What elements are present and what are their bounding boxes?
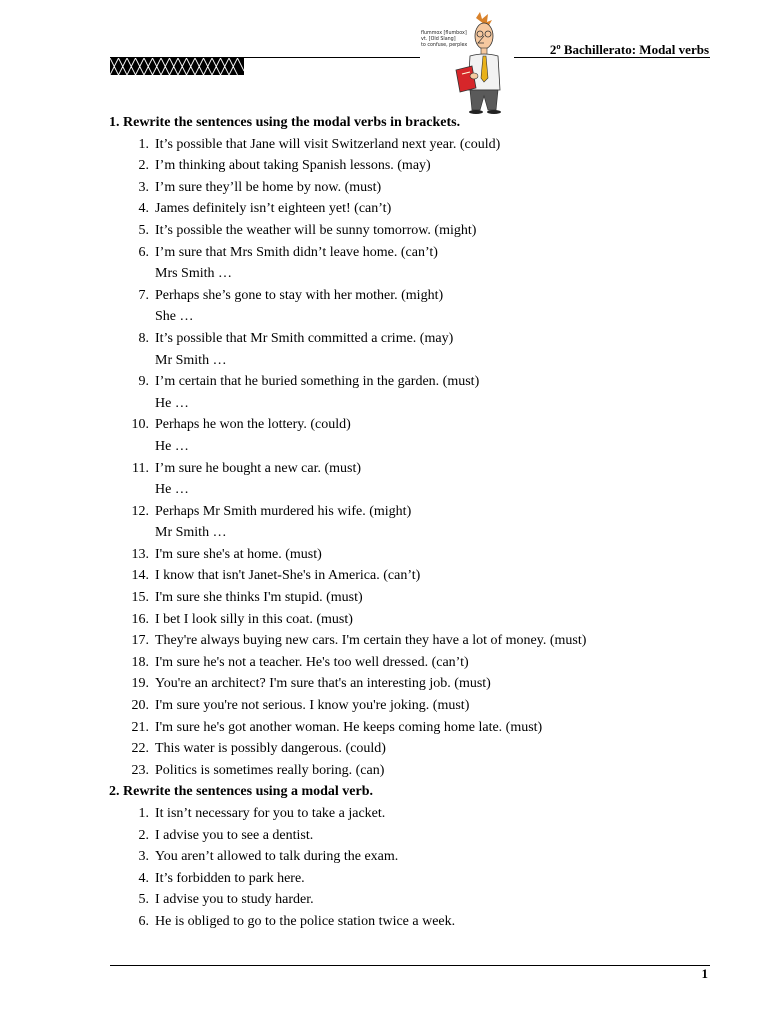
item-number: 10.	[131, 417, 149, 433]
item-number: 11.	[132, 460, 149, 476]
exercise-item	[109, 587, 729, 609]
exercise-section-2	[109, 781, 729, 932]
exercise-item	[109, 738, 729, 760]
item-sentence: Perhaps he won the lottery. (could)	[155, 417, 351, 433]
exercise-item	[109, 889, 729, 911]
exercise-item	[109, 414, 729, 457]
exercise-item	[109, 630, 729, 652]
item-sentence: Politics is sometimes really boring. (can)	[155, 762, 385, 778]
exercise-item	[109, 825, 729, 847]
exercise-item	[109, 652, 729, 674]
exercise-content	[109, 112, 729, 933]
item-number: 2.	[138, 827, 149, 843]
exercise-item	[109, 501, 729, 544]
item-number: 3.	[138, 179, 149, 195]
item-sentence: I'm sure he's got another woman. He keeps coming home late. (must)	[155, 719, 543, 735]
mascot-caption-line: flummox [flumbox]	[421, 31, 467, 36]
item-sentence: It’s possible that Jane will visit Switzerland next year. (could)	[155, 136, 501, 152]
exercise-item	[109, 155, 729, 177]
decorative-pattern-bar	[110, 58, 244, 75]
item-number: 13.	[131, 546, 149, 562]
item-number: 8.	[138, 330, 149, 346]
footer-rule	[110, 965, 710, 966]
section-title: 1. Rewrite the sentences using the modal verbs in brackets.	[109, 115, 461, 130]
exercise-item	[109, 242, 729, 285]
exercise-item	[109, 177, 729, 199]
item-sentence: You aren’t allowed to talk during the exam.	[155, 849, 399, 865]
item-answer-prompt: He …	[155, 395, 189, 411]
exercise-item	[109, 846, 729, 868]
item-number: 5.	[138, 892, 149, 908]
item-answer-prompt: Mr Smith …	[155, 352, 227, 368]
item-number: 15.	[131, 590, 149, 606]
item-number: 20.	[131, 698, 149, 714]
exercise-item	[109, 803, 729, 825]
item-sentence: I'm sure he's not a teacher. He's too well dressed. (can’t)	[155, 654, 469, 670]
item-number: 16.	[131, 611, 149, 627]
item-number: 17.	[131, 633, 149, 649]
exercise-item	[109, 760, 729, 782]
exercise-item	[109, 717, 729, 739]
item-sentence: I know that isn't Janet-She's in America. (can’t)	[155, 568, 421, 584]
item-sentence: I bet I look silly in this coat. (must)	[155, 611, 353, 627]
exercise-item	[109, 609, 729, 631]
exercise-list	[109, 803, 729, 933]
item-sentence: I’m sure he bought a new car. (must)	[155, 460, 362, 476]
item-number: 23.	[131, 762, 149, 778]
exercise-item	[109, 220, 729, 242]
item-number: 6.	[138, 913, 149, 929]
section-title: 2. Rewrite the sentences using a modal verb.	[109, 784, 374, 800]
item-number: 19.	[131, 676, 149, 692]
item-number: 1.	[138, 136, 149, 152]
item-number: 14.	[131, 568, 149, 584]
item-number: 5.	[138, 222, 149, 238]
item-sentence: It’s forbidden to park here.	[155, 870, 305, 886]
item-answer-prompt: He …	[155, 482, 189, 498]
exercise-item	[109, 134, 729, 156]
exercise-item	[109, 911, 729, 933]
item-sentence: This water is possibly dangerous. (could)	[155, 741, 386, 757]
item-answer-prompt: Mrs Smith …	[155, 266, 233, 282]
mascot-caption	[421, 31, 467, 49]
item-sentence: They're always buying new cars. I'm certain they have a lot of money. (must)	[155, 633, 587, 649]
exercise-item	[109, 695, 729, 717]
exercise-item	[109, 328, 729, 371]
item-number: 1.	[138, 806, 149, 821]
item-number: 3.	[138, 849, 149, 865]
item-sentence: It’s possible the weather will be sunny tomorrow. (might)	[155, 222, 477, 238]
exercise-item	[109, 673, 729, 695]
item-sentence: I advise you to study harder.	[155, 892, 314, 908]
exercise-item	[109, 458, 729, 501]
item-sentence: I'm sure you're not serious. I know you're joking. (must)	[155, 698, 470, 714]
mascot-caption-line: to confuse, perplex	[421, 43, 468, 48]
item-sentence: I’m sure they’ll be home by now. (must)	[155, 179, 382, 195]
item-sentence: You're an architect? I'm sure that's an interesting job. (must)	[155, 676, 491, 692]
item-number: 7.	[138, 287, 149, 303]
exercise-item	[109, 198, 729, 220]
item-sentence: I'm sure she's at home. (must)	[155, 546, 322, 562]
item-number: 21.	[131, 719, 149, 735]
item-number: 12.	[131, 503, 149, 519]
item-sentence: I'm sure she thinks I'm stupid. (must)	[155, 590, 363, 606]
page-number: 1	[701, 966, 708, 981]
item-number: 9.	[138, 374, 149, 390]
item-number: 6.	[138, 244, 149, 260]
item-number: 2.	[138, 158, 149, 174]
item-sentence: Perhaps Mr Smith murdered his wife. (might)	[155, 503, 412, 519]
exercise-item	[109, 371, 729, 414]
item-sentence: He is obliged to go to the police station twice a week.	[155, 913, 456, 929]
mascot-caption-line: vt. [Old Slang]	[421, 37, 456, 42]
page-header-title: 2º Bachillerato: Modal verbs	[549, 42, 709, 57]
item-number: 4.	[138, 201, 149, 217]
item-sentence: I’m thinking about taking Spanish lessons. (may)	[155, 158, 431, 174]
item-sentence: I’m certain that he buried something in the garden. (must)	[155, 374, 480, 390]
item-number: 22.	[131, 741, 149, 757]
exercise-item	[109, 285, 729, 328]
exercise-item	[109, 868, 729, 890]
exercise-item	[109, 544, 729, 566]
item-sentence: It’s possible that Mr Smith committed a crime. (may)	[155, 330, 454, 346]
item-sentence: It isn’t necessary for you to take a jacket.	[155, 806, 386, 821]
item-answer-prompt: He …	[155, 438, 189, 454]
item-number: 4.	[138, 870, 149, 886]
item-sentence: James definitely isn’t eighteen yet! (can’t)	[155, 201, 392, 217]
item-number: 18.	[131, 654, 149, 670]
item-answer-prompt: Mr Smith …	[155, 525, 227, 541]
item-sentence: Perhaps she’s gone to stay with her mother. (might)	[155, 287, 444, 303]
item-sentence: I’m sure that Mrs Smith didn’t leave home. (can’t)	[155, 244, 438, 260]
item-answer-prompt: She …	[155, 309, 194, 325]
item-sentence: I advise you to see a dentist.	[155, 827, 314, 843]
exercise-section-1	[109, 112, 729, 781]
reading-man-illustration	[418, 12, 514, 114]
exercise-item	[109, 565, 729, 587]
exercise-list	[109, 134, 729, 782]
